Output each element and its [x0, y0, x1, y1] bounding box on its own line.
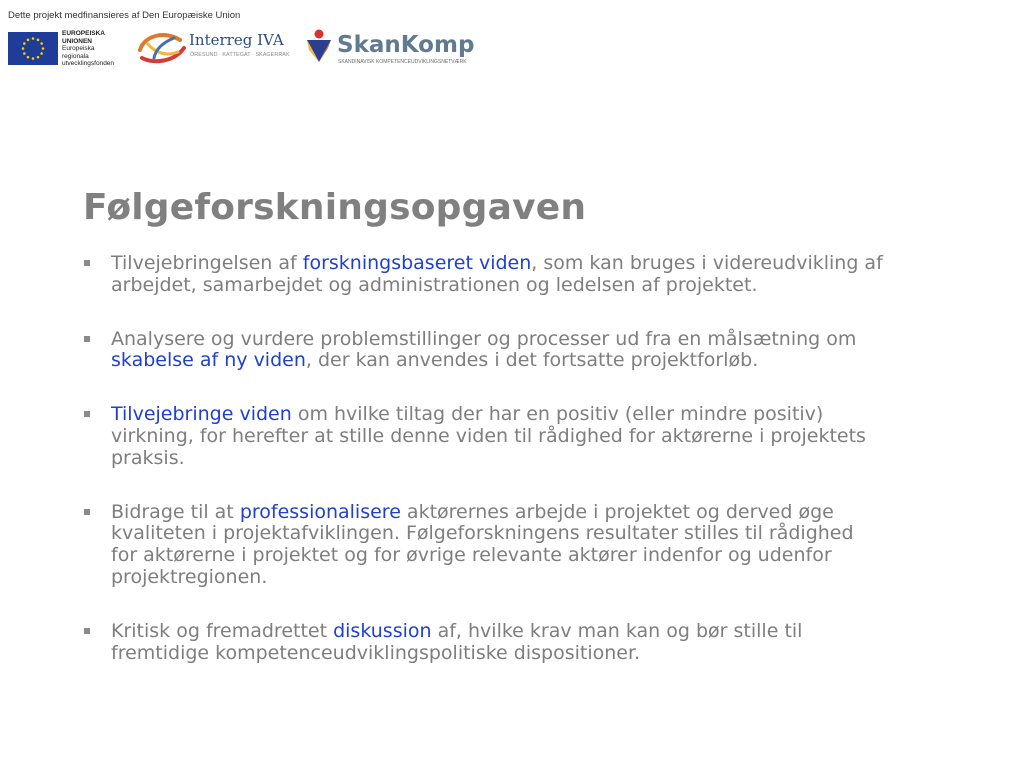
bullet-text-before: Tilvejebringelsen af: [111, 252, 303, 274]
eu-star-icon: [37, 39, 40, 42]
bullet-highlight: diskussion: [333, 619, 432, 642]
eu-star-icon: [27, 56, 30, 59]
eu-star-icon: [32, 37, 35, 40]
bullet-highlight: skabelse af ny viden: [111, 349, 306, 372]
bullet-text-after: , som kan bruges i videreudvikling af arbejdet, samarbejdet og administrationen og ledelsen af projektet.: [111, 252, 883, 296]
eu-star-icon: [23, 52, 26, 55]
slide-title: Følgeforskningsopgaven: [83, 187, 587, 228]
bullet-marker: [84, 628, 90, 634]
funding-note: Dette projekt medfinansieres af Den Europæiske Union: [8, 10, 241, 21]
skankomp-heart-icon: [304, 28, 336, 66]
bullet-marker: [84, 260, 90, 266]
bullet-item: [84, 253, 884, 297]
eu-flag-icon: [8, 32, 58, 65]
eu-logo-line: regionala: [62, 52, 89, 60]
bullet-text-after: af, hvilke krav man kan og bør stille til fremtidige kompetenceudviklingspolitiske dispositioner.: [111, 619, 803, 664]
eu-star-icon: [32, 57, 35, 60]
bullet-text-before: Kritisk og fremadrettet: [111, 619, 334, 642]
eu-star-icon: [42, 47, 45, 50]
eu-star-icon: [27, 39, 30, 42]
bullet-marker: [84, 411, 90, 417]
eu-star-icon: [37, 56, 40, 59]
bullet-item: [84, 404, 884, 469]
bullet-item: [84, 329, 884, 373]
eu-star-icon: [40, 52, 43, 55]
bullet-text-after: aktørernes arbejde i projektet og derved øge kvaliteten i projektafviklingen. Følgeforskningens resultater stilles til rådighed for aktørerne i projektet og for øvrige relevante aktører indenfor og udenfor projektregionen.: [111, 500, 854, 588]
bullet-highlight: professionalisere: [239, 500, 401, 523]
eu-logo-text: [62, 30, 128, 68]
bullet-marker: [84, 336, 90, 342]
eu-logo-line: Europeiska: [62, 45, 95, 52]
eu-logo-line: EUROPEISKA: [62, 30, 105, 37]
interreg-subtitle: ÖRESUND · KATTEGAT · SKAGERRAK: [190, 52, 290, 58]
skankomp-subtitle: SKANDINAVISK KOMPETENCEUDVIKLINGSNETVÆRK: [338, 59, 467, 65]
eu-star-icon: [22, 47, 25, 50]
bullet-marker: [84, 509, 90, 515]
eu-star-icon: [40, 42, 43, 45]
skankomp-logo: [304, 28, 504, 68]
eu-logo-line: utvecklingsfonden: [62, 60, 115, 67]
interreg-swirl-icon: [134, 28, 190, 68]
eu-star-icon: [23, 42, 26, 45]
bullet-text-after: , der kan anvendes i det fortsatte projektforløb.: [305, 349, 759, 372]
eu-logo-line: UNIONEN: [62, 37, 92, 45]
bullet-list: [84, 253, 884, 696]
bullet-text-before: Analysere og vurdere problemstillinger og processer ud fra en målsætning om: [111, 327, 857, 350]
eu-logo: [8, 30, 128, 66]
interreg-logo: [134, 28, 304, 68]
skankomp-name: SkanKomp: [337, 32, 475, 58]
bullet-item: [84, 621, 884, 665]
bullet-highlight: forskningsbaseret viden: [302, 252, 532, 274]
bullet-highlight: Tilvejebringe viden: [111, 403, 292, 426]
bullet-text-after: om hvilke tiltag der har en positiv (eller mindre positiv) virkning, for herefter at stille denne viden til rådighed for aktørerne i projektets praksis.: [111, 403, 866, 469]
bullet-text-before: Bidrage til at: [111, 500, 240, 523]
interreg-name: Interreg IVA: [189, 31, 284, 49]
bullet-item: [84, 502, 884, 589]
